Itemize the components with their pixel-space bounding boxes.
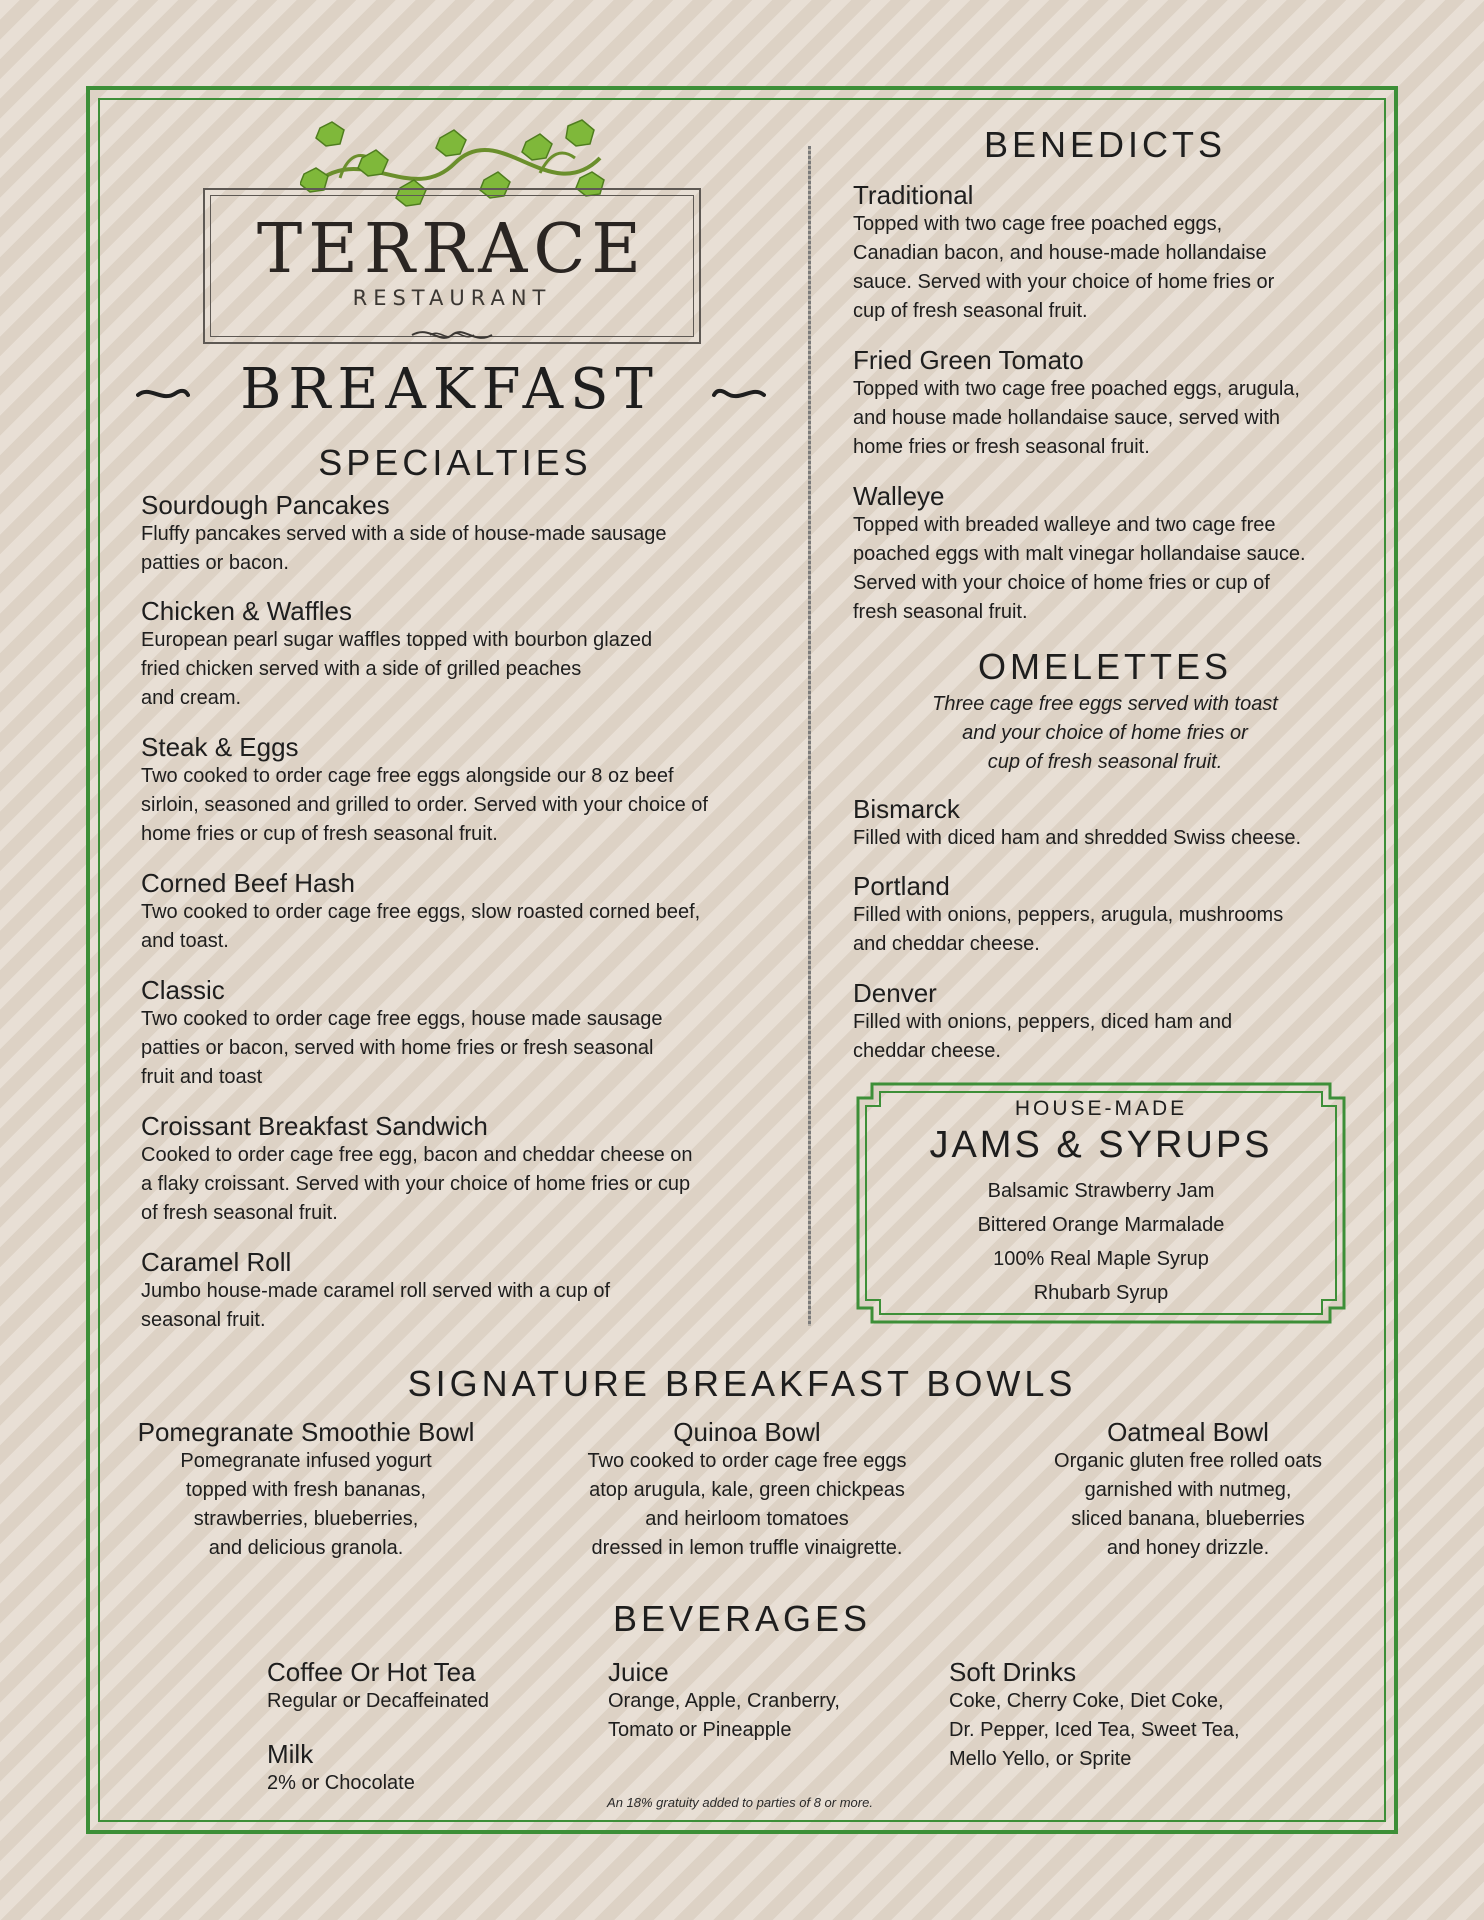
jams-heading: JAMS & SYRUPS <box>929 1124 1273 1166</box>
menu-item <box>853 481 1363 627</box>
menu-item <box>141 732 791 849</box>
item-name: Steak & Eggs <box>141 732 299 762</box>
item-name: Milk <box>267 1739 314 1769</box>
column-divider <box>808 146 811 1326</box>
omelettes-intro: Three cage free eggs served with toast and your choice of home fries or cup of fresh seasonal fruit. <box>932 693 1278 773</box>
item-description: Two cooked to order cage free eggs alongside our 8 oz beef sirloin, seasoned and grilled to order. Served with your choice of home fries or cup of fresh seasonal fruit. <box>141 765 708 845</box>
item-description: Cooked to order cage free egg, bacon and cheddar cheese on a flaky croissant. Served with your choice of home fries or cup of fresh seasonal fruit. <box>141 1144 693 1224</box>
item-name: Corned Beef Hash <box>141 868 355 898</box>
item-description: Two cooked to order cage free eggs, house made sausage patties or bacon, served with home fries or fresh seasonal fruit and toast <box>141 1008 663 1088</box>
list-item: Rhubarb Syrup <box>1033 1282 1169 1304</box>
item-description: Coke, Cherry Coke, Diet Coke, Dr. Pepper, Iced Tea, Sweet Tea, Mello Yello, or Sprite <box>949 1690 1240 1770</box>
menu-item <box>267 1739 567 1798</box>
item-description: Fluffy pancakes served with a side of house-made sausage patties or bacon. <box>141 523 667 574</box>
menu-title: BREAKFAST <box>240 357 660 422</box>
item-description: Organic gluten free rolled oats garnished with nutmeg, sliced banana, blueberries and honey drizzle. <box>1054 1450 1322 1559</box>
item-name: Quinoa Bowl <box>673 1417 821 1447</box>
item-description: Regular or Decaffeinated <box>267 1690 489 1712</box>
item-description: Topped with two cage free poached eggs, arugula, and house made hollandaise sauce, served with home fries or fresh seasonal fruit. <box>853 378 1300 458</box>
bowls-heading: SIGNATURE BREAKFAST BOWLS <box>407 1363 1077 1404</box>
specialties-heading: SPECIALTIES <box>318 442 592 483</box>
menu-item <box>853 180 1363 326</box>
item-name: Caramel Roll <box>141 1247 292 1277</box>
item-description: Filled with onions, peppers, diced ham and cheddar cheese. <box>853 1011 1233 1062</box>
gratuity-note: An 18% gratuity added to parties of 8 or more. <box>607 1795 873 1810</box>
item-name: Denver <box>853 978 937 1008</box>
item-description: Filled with diced ham and shredded Swiss cheese. <box>853 827 1302 849</box>
omelettes-heading: OMELETTES <box>977 646 1233 687</box>
item-description: Orange, Apple, Cranberry, Tomato or Pineapple <box>608 1690 840 1741</box>
item-description: Topped with breaded walleye and two cage free poached eggs with malt vinegar hollandaise sauce. Served with your choice of home fries or cup of fresh seasonal fruit. <box>853 514 1306 623</box>
menu-item <box>141 1111 791 1228</box>
item-name: Classic <box>141 975 225 1005</box>
item-name: Sourdough Pancakes <box>141 490 390 520</box>
menu-item <box>1018 1417 1358 1563</box>
menu-item <box>126 1417 486 1563</box>
menu-item <box>608 1657 928 1745</box>
restaurant-name: TERRACE <box>256 210 648 289</box>
menu-item <box>141 596 791 713</box>
item-name: Traditional <box>853 180 974 210</box>
item-name: Oatmeal Bowl <box>1107 1417 1269 1447</box>
list-item: Bittered Orange Marmalade <box>977 1214 1225 1236</box>
item-name: Soft Drinks <box>949 1657 1077 1687</box>
item-name: Pomegranate Smoothie Bowl <box>137 1417 475 1447</box>
menu-item <box>267 1657 567 1716</box>
jams-list <box>856 1174 1346 1310</box>
item-name: Coffee Or Hot Tea <box>267 1657 476 1687</box>
menu-item <box>141 490 791 578</box>
item-description: Two cooked to order cage free eggs atop arugula, kale, green chickpeas and heirloom tomatoes dressed in lemon truffle vinaigrette. <box>587 1450 907 1559</box>
menu-item <box>853 978 1363 1066</box>
menu-item <box>141 868 791 956</box>
menu-item <box>141 1247 791 1335</box>
item-description: 2% or Chocolate <box>267 1772 415 1794</box>
list-item: 100% Real Maple Syrup <box>993 1248 1209 1270</box>
benedicts-heading: BENEDICTS <box>983 124 1227 165</box>
swash-right-icon <box>712 383 766 405</box>
item-name: Fried Green Tomato <box>853 345 1084 375</box>
restaurant-subtitle: RESTAURANT <box>352 286 552 310</box>
beverages-heading: BEVERAGES <box>612 1598 872 1639</box>
item-description: Topped with two cage free poached eggs, Canadian bacon, and house-made hollandaise sauce. Served with your choice of home fries or cup of fresh seasonal fruit. <box>853 213 1275 322</box>
jams-subheading: HOUSE-MADE <box>1014 1097 1188 1120</box>
item-name: Juice <box>608 1657 669 1687</box>
item-description: Jumbo house-made caramel roll served with a cup of seasonal fruit. <box>141 1280 611 1331</box>
menu-item <box>552 1417 942 1563</box>
swash-left-icon <box>136 383 190 405</box>
item-name: Portland <box>853 871 950 901</box>
flourish-icon <box>410 325 494 345</box>
item-name: Chicken & Waffles <box>141 596 352 626</box>
menu-item <box>853 345 1363 462</box>
item-description: Two cooked to order cage free eggs, slow roasted corned beef, and toast. <box>141 901 701 952</box>
item-description: Filled with onions, peppers, arugula, mushrooms and cheddar cheese. <box>853 904 1284 955</box>
menu-item <box>141 975 791 1092</box>
menu-item <box>853 794 1363 853</box>
item-description: Pomegranate infused yogurt topped with fresh bananas, strawberries, blueberries, and delicious granola. <box>180 1450 432 1559</box>
item-name: Walleye <box>853 481 945 511</box>
item-name: Bismarck <box>853 794 960 824</box>
menu-item <box>853 871 1363 959</box>
item-description: European pearl sugar waffles topped with bourbon glazed fried chicken served with a side of grilled peaches and cream. <box>141 629 653 709</box>
list-item: Balsamic Strawberry Jam <box>987 1180 1215 1202</box>
item-name: Croissant Breakfast Sandwich <box>141 1111 488 1141</box>
menu-item <box>949 1657 1309 1774</box>
